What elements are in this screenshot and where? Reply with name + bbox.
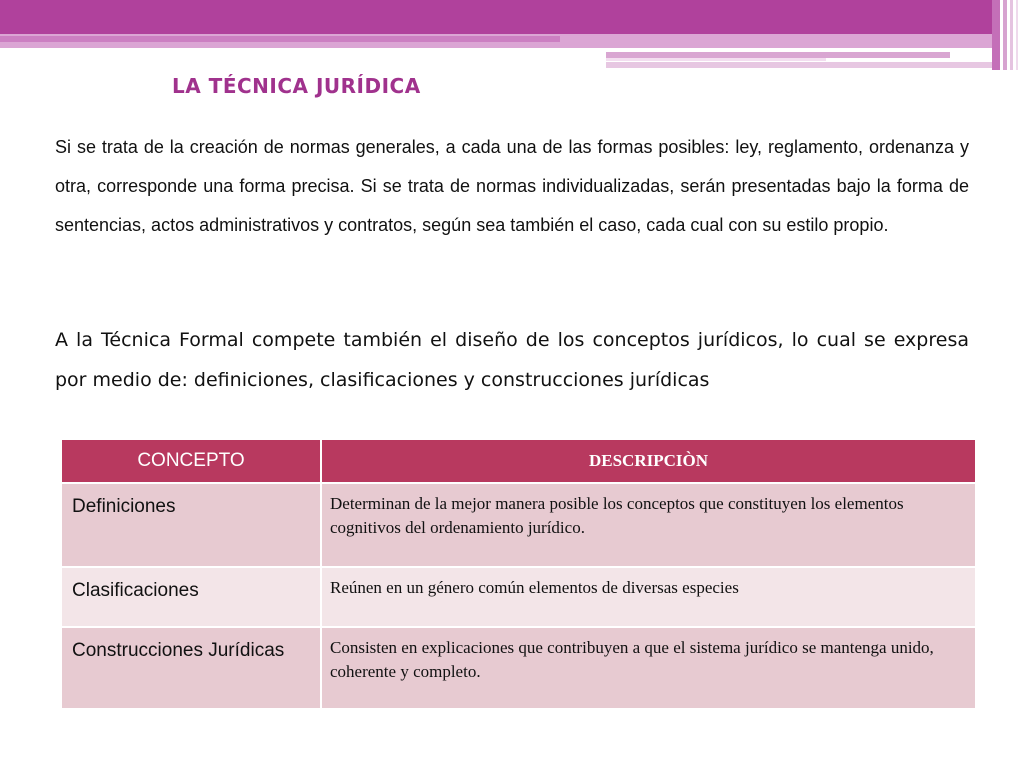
header-stripe-1 bbox=[992, 0, 1000, 70]
header-stripe-2 bbox=[1003, 0, 1007, 70]
header-stripe-3 bbox=[1010, 0, 1013, 70]
description-cell: Determinan de la mejor manera posible los conceptos que constituyen los elementos cognitivos del ordenamiento jurídico. bbox=[321, 483, 976, 567]
concept-cell: Construcciones Jurídicas bbox=[61, 627, 321, 709]
table-row bbox=[61, 567, 976, 627]
header-line-right-2 bbox=[606, 62, 1000, 68]
paragraph-formal-technique: A la Técnica Formal compete también el diseño de los conceptos jurídicos, lo cual se expresa por medio de: definiciones, clasificaciones y construcciones jurídicas bbox=[55, 329, 969, 391]
concept-cell: Definiciones bbox=[61, 483, 321, 567]
table-row bbox=[61, 627, 976, 709]
header-band-primary bbox=[0, 0, 1000, 34]
table-header-row bbox=[61, 439, 976, 483]
description-cell: Consisten en explicaciones que contribuyen a que el sistema jurídico se mantenga unido, coherente y completo. bbox=[321, 627, 976, 709]
header-line-right-3 bbox=[606, 58, 826, 61]
table-row bbox=[61, 483, 976, 567]
paragraph-norms: Si se trata de la creación de normas generales, a cada una de las formas posibles: ley, reglamento, ordenanza y otra, corresponde una forma precisa. Si se trata de normas individualizadas, serán presentadas bajo la forma de sentencias, actos administrativos y contratos, según sea también el caso, cada cual con su estilo propio. bbox=[55, 137, 969, 235]
header-band-accent bbox=[0, 36, 560, 42]
concepts-table bbox=[60, 438, 977, 710]
description-cell: Reúnen en un género común elementos de diversas especies bbox=[321, 567, 976, 627]
header-description: DESCRIPCIÒN bbox=[321, 439, 976, 483]
header-stripe-4 bbox=[1016, 0, 1018, 70]
header-concept: CONCEPTO bbox=[61, 439, 321, 483]
concept-cell: Clasificaciones bbox=[61, 567, 321, 627]
slide-title: LA TÉCNICA JURÍDICA bbox=[172, 74, 421, 98]
